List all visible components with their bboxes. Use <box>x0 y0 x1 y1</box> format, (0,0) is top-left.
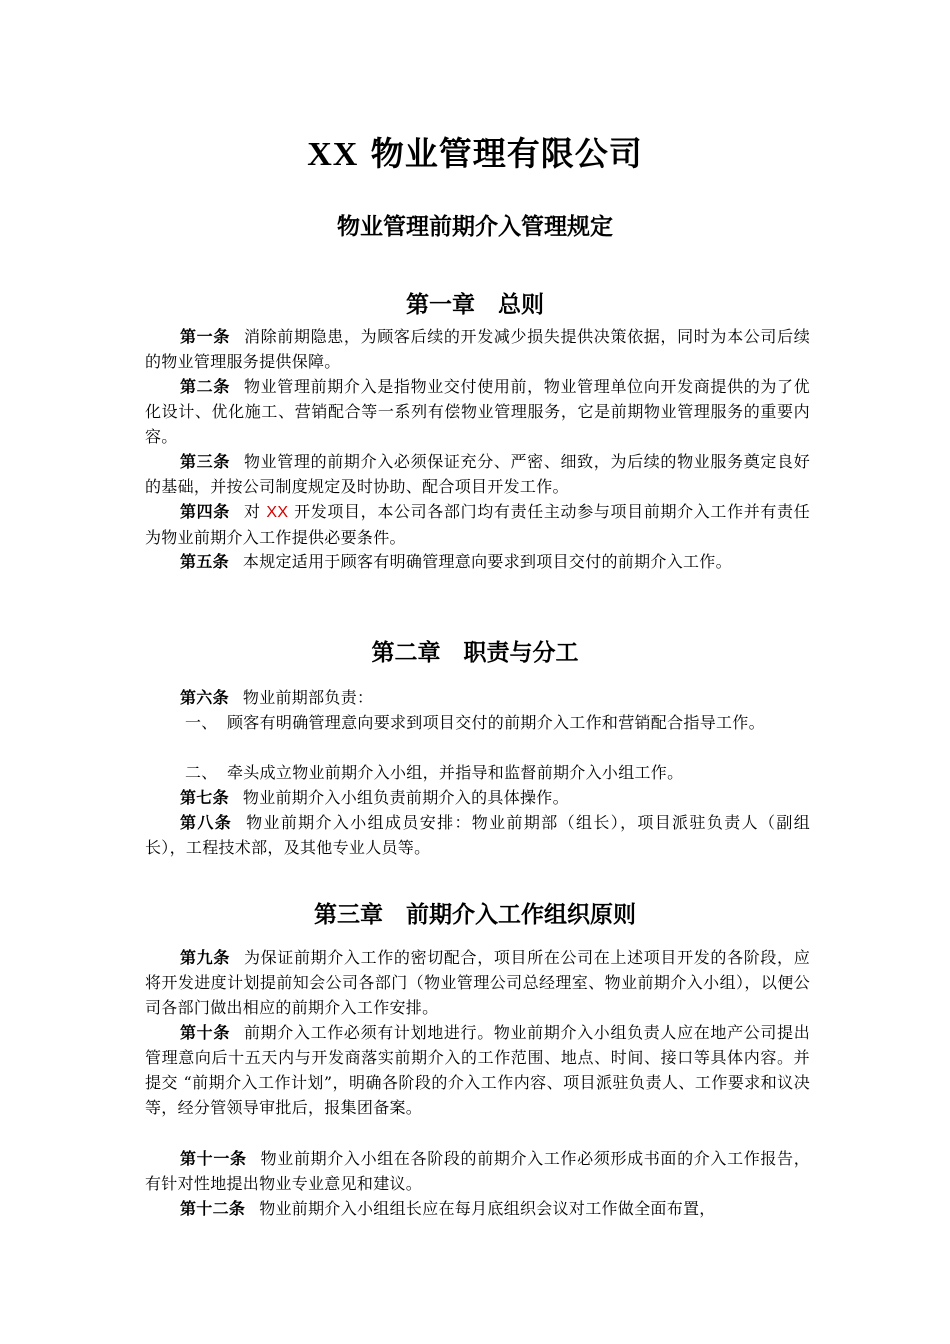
article-4 <box>145 499 810 550</box>
article-9 <box>145 945 810 1020</box>
article-label: 第六条 <box>180 688 229 707</box>
article-5 <box>145 549 810 574</box>
article-text: 前期介入工作必须有计划地进行。物业前期介入小组负责人应在地产公司提出管理意向后十五天内与开发商落实前期介入的工作范围、地点、时间、接口等具体内容。并提交 “前期介入工作计划”，明确各阶段的介入工作内容、项目派驻负责人、工作要求和议决等，经分管领导审批后，报集团备案。 <box>145 1023 811 1117</box>
company-prefix: XX <box>307 136 359 173</box>
company-name-text: 物业管理有限公司 <box>370 134 643 173</box>
article-label: 第九条 <box>180 948 230 967</box>
chapter-1-heading: 第一章 总则 <box>406 292 544 318</box>
article-8 <box>145 810 810 860</box>
article-2 <box>145 374 810 449</box>
article-text: 消除前期隐患，为顾客后续的开发减少损失提供决策依据，同时为本公司后续的物业管理服务提供保障。 <box>145 327 811 371</box>
article-label: 第二条 <box>180 377 230 396</box>
chapter-2-heading: 第二章 职责与分工 <box>371 640 579 666</box>
article-label: 第十一条 <box>180 1149 247 1168</box>
article-text: 物业前期介入小组负责前期介入的具体操作。 <box>242 788 569 807</box>
article-label: 第三条 <box>180 452 230 471</box>
company-name <box>0 128 950 175</box>
article-text: 本规定适用于顾客有明确管理意向要求到项目交付的前期介入工作。 <box>242 552 732 571</box>
article-10 <box>145 1020 810 1120</box>
article-11 <box>145 1146 810 1196</box>
article-3 <box>145 449 810 499</box>
article-7 <box>145 785 810 810</box>
chapter-3-heading: 第三章 前期介入工作组织原则 <box>314 902 636 928</box>
article-label: 第十条 <box>180 1023 230 1042</box>
article-text: 物业前期部负责： <box>242 688 374 707</box>
list-item <box>185 710 810 735</box>
article-12 <box>145 1196 810 1221</box>
article-6 <box>145 685 810 710</box>
article-label: 第十二条 <box>180 1199 246 1218</box>
article-text: 物业管理的前期介入必须保证充分、严密、细致，为后续的物业服务奠定良好的基础，并按公司制度规定及时协助、配合项目开发工作。 <box>145 452 811 496</box>
list-text: 顾客有明确管理意向要求到项目交付的前期介入工作和营销配合指导工作。 <box>227 713 765 732</box>
article-label: 第七条 <box>180 788 229 807</box>
article-label: 第五条 <box>180 552 229 571</box>
article-label: 第一条 <box>180 327 230 346</box>
article-text: 物业前期介入小组组长应在每月底组织会议对工作做全面布置， <box>259 1199 716 1218</box>
article-text: 物业前期介入小组在各阶段的前期介入工作必须形成书面的介入工作报告，有针对性地提出物业专业意见和建议。 <box>145 1149 810 1193</box>
project-placeholder: XX <box>266 504 289 521</box>
list-item <box>185 760 810 785</box>
article-label: 第四条 <box>180 502 230 521</box>
article-label: 第八条 <box>180 813 233 832</box>
article-text: 物业管理前期介入是指物业交付使用前，物业管理单位向开发商提供的为了优化设计、优化施工、营销配合等一系列有偿物业管理服务，它是前期物业管理服务的重要内容。 <box>145 377 811 446</box>
list-text: 牵头成立物业前期介入小组，并指导和监督前期介入小组工作。 <box>227 763 684 782</box>
list-number: 一、 <box>185 713 218 732</box>
article-text: 物业前期介入小组成员安排：物业前期部（组长），项目派驻负责人（副组长），工程技术部，及其他专业人员等。 <box>145 813 810 857</box>
article-text-pre: 对 <box>243 502 267 521</box>
article-1 <box>145 324 810 374</box>
article-text: 开发项目，本公司各部门均有责任主动参与项目前期介入工作并有责任为物业前期介入工作提供必要条件。 <box>145 502 811 547</box>
article-text: 为保证前期介入工作的密切配合，项目所在公司在上述项目开发的各阶段，应将开发进度计划提前知会公司各部门（物业管理公司总经理室、物业前期介入小组），以便公司各部门做出相应的前期介入工作安排。 <box>145 948 811 1017</box>
document-title: 物业管理前期介入管理规定 <box>337 214 613 240</box>
list-number: 二、 <box>185 763 218 782</box>
